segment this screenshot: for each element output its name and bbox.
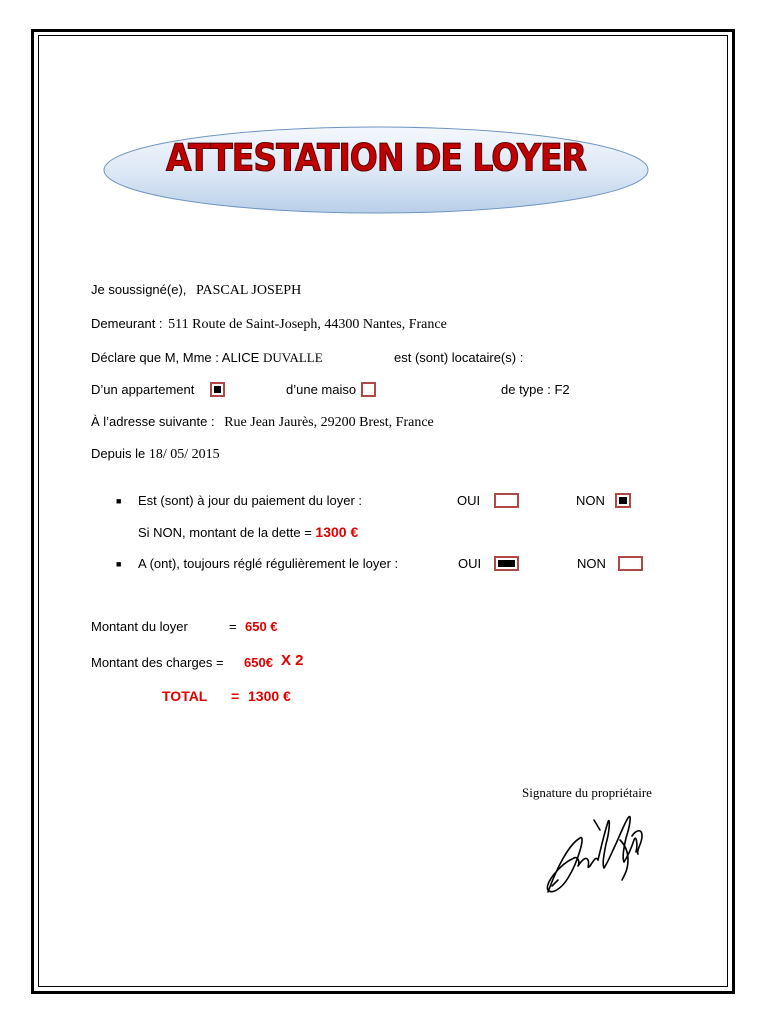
appartement-label: D’un appartement	[91, 382, 195, 397]
soussigne-label: Je soussigné(e),	[91, 282, 187, 297]
bullet-icon: ■	[116, 496, 122, 506]
bullet-icon: ■	[116, 559, 122, 569]
signature-image	[538, 800, 653, 900]
soussigne-line	[91, 282, 301, 299]
question2-oui-checkbox[interactable]	[494, 556, 519, 571]
adresse-line	[91, 414, 434, 431]
question2-text: A (ont), toujours réglé régulièrement le loyer :	[138, 556, 399, 571]
total-label: TOTAL	[162, 688, 208, 704]
maison-checkbox[interactable]	[361, 382, 376, 397]
locataire-label: est (sont) locataire(s) :	[394, 350, 524, 365]
question1-non-checkbox[interactable]	[615, 493, 631, 508]
declare-line	[91, 350, 323, 366]
charges-multiplier: X 2	[281, 652, 304, 669]
question1-non-label: NON	[576, 493, 605, 508]
demeurant-label: Demeurant :	[91, 316, 163, 331]
loyer-label: Montant du loyer	[91, 619, 188, 634]
loyer-amount: 650 €	[245, 619, 278, 634]
question2-non-checkbox[interactable]	[618, 556, 643, 571]
document-title: ATTESTATION DE LOYER	[166, 135, 586, 180]
depuis-label: Depuis le	[91, 446, 146, 461]
owner-address: 511 Route de Saint-Joseph, 44300 Nantes, France	[168, 317, 447, 332]
start-date: 18/ 05/ 2015	[148, 447, 220, 462]
question2-non-label: NON	[577, 556, 606, 571]
maison-label: d’une maiso	[286, 382, 357, 397]
question1-text: Est (sont) à jour du paiement du loyer :	[138, 493, 363, 508]
type-label: de type : F2	[501, 382, 570, 397]
tenant-name: DUVALLE	[262, 350, 323, 365]
question2-oui-label: OUI	[458, 556, 482, 571]
demeurant-line	[91, 316, 447, 333]
dette-label: Si NON, montant de la dette =	[138, 525, 312, 540]
declare-label: Déclare que M, Mme : ALICE	[91, 350, 260, 365]
signature-label: Signature du propriétaire	[522, 785, 652, 800]
dette-line	[138, 524, 358, 540]
rental-address: Rue Jean Jaurès, 29200 Brest, France	[224, 415, 434, 430]
loyer-eq: =	[229, 619, 237, 634]
adresse-label: À l’adresse suivante :	[91, 414, 215, 429]
total-amount: 1300 €	[248, 688, 291, 704]
depuis-line	[91, 446, 220, 463]
question1-oui-checkbox[interactable]	[494, 493, 519, 508]
owner-name: PASCAL JOSEPH	[196, 283, 302, 298]
charges-amount: 650€	[244, 655, 273, 670]
total-eq: =	[231, 688, 240, 704]
appartement-checkbox[interactable]	[210, 382, 225, 397]
dette-amount: 1300 €	[315, 524, 359, 540]
question1-oui-label: OUI	[457, 493, 481, 508]
charges-label: Montant des charges =	[91, 655, 224, 670]
